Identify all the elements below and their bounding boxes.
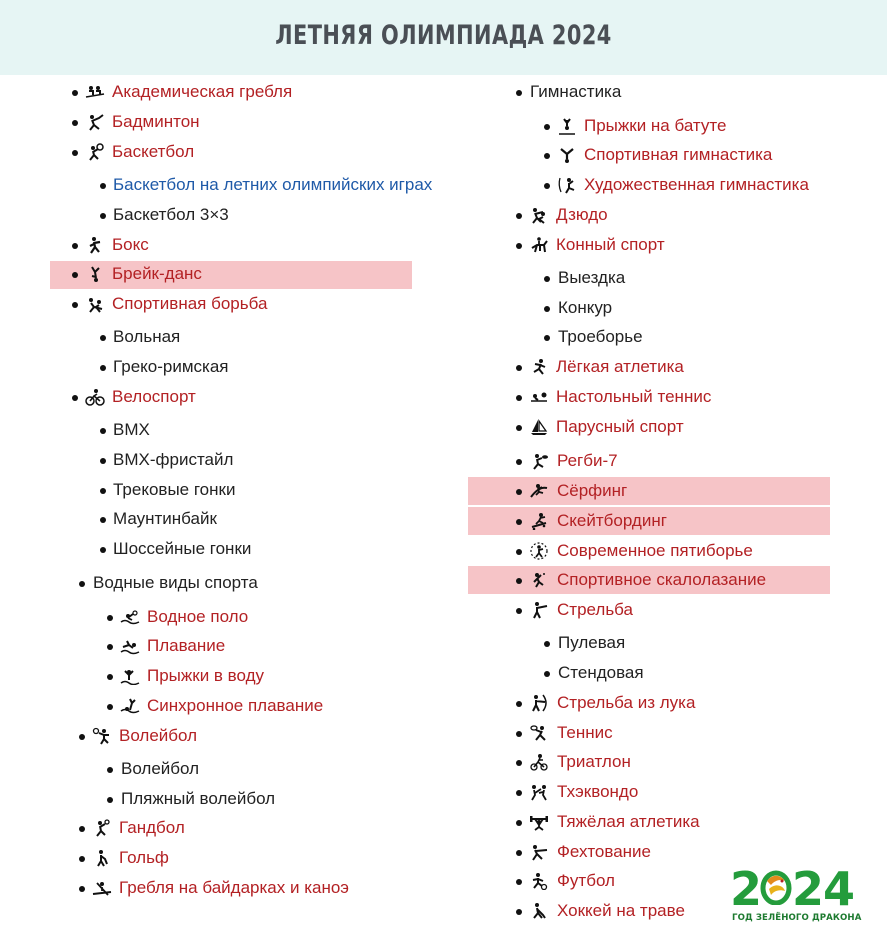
bullet [544, 183, 550, 189]
athletics-icon [529, 358, 549, 376]
skateboarding-icon [529, 512, 549, 530]
list-item[interactable] [516, 539, 887, 563]
list-item[interactable] [516, 203, 887, 227]
sport-link[interactable]: Теннис [557, 723, 613, 742]
bullet [72, 90, 78, 96]
equestrian-icon [529, 236, 549, 254]
bullet [100, 488, 106, 494]
list-item[interactable] [544, 114, 887, 138]
sport-link[interactable]: Дзюдо [556, 205, 608, 224]
list-item [544, 325, 887, 349]
bullet [516, 850, 522, 856]
sport-link[interactable]: Академическая гребля [112, 82, 293, 101]
sport-link[interactable]: Бокс [112, 235, 149, 254]
archery-icon [529, 694, 549, 712]
sport-link[interactable]: Скейтбординг [557, 511, 667, 530]
sport-label: BMX [113, 420, 150, 439]
list-item[interactable] [100, 173, 453, 197]
list-item[interactable] [516, 355, 887, 379]
judo-icon [529, 206, 549, 224]
basketball-icon [85, 143, 105, 161]
list-item [100, 355, 453, 379]
bullet [100, 365, 106, 371]
sport-link[interactable]: Спортивная борьба [112, 294, 268, 313]
bullet [72, 302, 78, 308]
bullet [107, 797, 113, 803]
canoe-icon [92, 879, 112, 897]
fencing-icon [529, 843, 549, 861]
sport-label: Пляжный волейбол [121, 789, 276, 808]
sport-label: Пулевая [558, 633, 626, 652]
bullet [516, 519, 522, 525]
list-item[interactable] [79, 846, 459, 870]
bullet [516, 909, 522, 915]
sport-link[interactable]: Гандбол [119, 818, 185, 837]
bullet [516, 701, 522, 707]
bullet [516, 608, 522, 614]
bullet [100, 547, 106, 553]
volleyball-icon [92, 727, 112, 745]
water-polo-icon [120, 608, 140, 626]
list-item[interactable] [516, 691, 887, 715]
list-item [544, 631, 887, 655]
list-item[interactable] [516, 415, 887, 439]
list-item[interactable] [72, 292, 452, 316]
list-item[interactable] [544, 143, 887, 167]
sport-link[interactable]: Триатлон [557, 752, 631, 771]
sport-link[interactable]: Стрельба из лука [557, 693, 696, 712]
list-item[interactable] [516, 721, 887, 745]
cycling-icon [85, 388, 105, 406]
sport-label: Шоссейные гонки [113, 539, 252, 558]
sport-link[interactable]: Фехтование [557, 842, 651, 861]
sport-link[interactable]: Хоккей на траве [557, 901, 685, 920]
sport-link[interactable]: Волейбол [119, 726, 198, 745]
sport-link[interactable]: Сёрфинг [557, 481, 628, 500]
bullet [100, 335, 106, 341]
sport-link[interactable]: Парусный спорт [556, 417, 684, 436]
swimming-icon [120, 637, 140, 655]
list-item [100, 478, 453, 502]
sailing-icon [529, 418, 549, 436]
bullet [516, 459, 522, 465]
sport-link[interactable]: Спортивное скалолазание [557, 570, 767, 589]
list-item[interactable] [72, 262, 452, 286]
sport-link[interactable]: Футбол [557, 871, 615, 890]
bullet [544, 335, 550, 341]
bullet [516, 549, 522, 555]
weightlifting-icon [529, 813, 549, 831]
list-item[interactable] [516, 479, 887, 503]
list-item [100, 507, 453, 531]
sport-link[interactable]: Брейк-данс [112, 264, 202, 283]
list-item [107, 787, 461, 811]
logo-year: 2 24 [730, 862, 855, 916]
artistic-gymnastics-icon [557, 146, 577, 164]
climbing-icon [529, 571, 549, 589]
golf-icon [92, 849, 112, 867]
list-item[interactable] [516, 385, 887, 409]
list-item [100, 537, 453, 561]
rugby-icon [529, 452, 549, 470]
page-header [0, 0, 887, 75]
sport-link[interactable]: Бадминтон [112, 112, 200, 131]
sport-label: Вольная [113, 327, 181, 346]
bullet [516, 213, 522, 219]
list-item[interactable] [72, 233, 452, 257]
sport-label: Трековые гонки [113, 480, 236, 499]
list-item [107, 757, 461, 781]
pentathlon-icon [529, 542, 549, 560]
bullet [516, 820, 522, 826]
list-item[interactable] [516, 568, 887, 592]
list-item[interactable] [516, 598, 887, 622]
bullet [544, 671, 550, 677]
sport-label: Конкур [558, 298, 613, 317]
bullet [72, 150, 78, 156]
bullet [516, 90, 522, 96]
bullet [100, 517, 106, 523]
list-item [100, 448, 453, 472]
breakdance-icon [85, 265, 105, 283]
football-icon [529, 872, 549, 890]
sport-link[interactable]: Водное поло [147, 607, 249, 626]
bullet [72, 395, 78, 401]
bullet [516, 760, 522, 766]
list-item[interactable] [79, 816, 459, 840]
tennis-icon [529, 724, 549, 742]
field-hockey-icon [529, 902, 549, 920]
list-item[interactable] [516, 840, 887, 864]
list-item[interactable] [72, 385, 452, 409]
shooting-icon [529, 601, 549, 619]
list-item[interactable] [516, 509, 887, 533]
bullet [516, 578, 522, 584]
list-item[interactable] [79, 876, 459, 900]
bullet [107, 615, 113, 621]
sport-label: Водные виды спорта [93, 573, 258, 592]
list-item[interactable] [516, 233, 887, 257]
bullet [544, 641, 550, 647]
sport-link[interactable]: Баскетбол на летних олимпийских играх [113, 175, 433, 194]
bullet [100, 213, 106, 219]
sport-link[interactable]: Настольный теннис [556, 387, 712, 406]
bullet [516, 395, 522, 401]
sport-link[interactable]: Прыжки в воду [147, 666, 265, 685]
bullet [79, 886, 85, 892]
sport-link[interactable]: Баскетбол [112, 142, 195, 161]
diving-icon [120, 667, 140, 685]
bullet [544, 124, 550, 130]
sport-link[interactable]: Гольф [119, 848, 169, 867]
list-item[interactable] [72, 80, 452, 104]
sport-link[interactable]: Плавание [147, 636, 226, 655]
sport-label: Маунтинбайк [113, 509, 217, 528]
taekwondo-icon [529, 783, 549, 801]
bullet [544, 153, 550, 159]
list-item[interactable] [107, 664, 487, 688]
list-item[interactable] [516, 780, 887, 804]
page-title: ЛЕТНЯЯ ОЛИМПИАДА 2024 [275, 20, 612, 51]
list-item[interactable] [107, 634, 487, 658]
bullet [516, 365, 522, 371]
bullet [79, 826, 85, 832]
bullet [516, 790, 522, 796]
rhythmic-gymnastics-icon [557, 176, 577, 194]
bullet [107, 674, 113, 680]
sport-link[interactable]: Лёгкая атлетика [556, 357, 684, 376]
list-item[interactable] [544, 173, 887, 197]
bullet [72, 272, 78, 278]
surfing-icon [529, 482, 549, 500]
sport-label: Стендовая [558, 663, 644, 682]
bullet [100, 428, 106, 434]
list-item[interactable] [72, 140, 452, 164]
bullet [100, 458, 106, 464]
sport-label: Троеборье [558, 327, 643, 346]
bullet [544, 276, 550, 282]
list-item [100, 203, 453, 227]
sport-link[interactable]: Конный спорт [556, 235, 665, 254]
list-item [544, 266, 887, 290]
bullet [107, 704, 113, 710]
list-item [516, 80, 870, 104]
sport-label: Греко-римская [113, 357, 229, 376]
sport-link[interactable]: Современное пятиборье [557, 541, 753, 560]
sport-link[interactable]: Регби-7 [557, 451, 618, 470]
handball-icon [92, 819, 112, 837]
sport-label: Гимнастика [530, 82, 622, 101]
sport-label: Баскетбол 3×3 [113, 205, 229, 224]
list-item[interactable] [79, 724, 459, 748]
list-item[interactable] [107, 605, 487, 629]
bullet [516, 879, 522, 885]
bullet [72, 120, 78, 126]
bullet [516, 425, 522, 431]
bullet [516, 489, 522, 495]
sport-link[interactable]: Прыжки на батуте [584, 116, 727, 135]
triathlon-icon [529, 753, 549, 771]
synchronized-swimming-icon [120, 697, 140, 715]
bullet [107, 767, 113, 773]
bullet [72, 243, 78, 249]
sport-link[interactable]: Велоспорт [112, 387, 196, 406]
rowing-icon [85, 83, 105, 101]
boxing-icon [85, 236, 105, 254]
list-item [100, 418, 453, 442]
sport-link[interactable]: Художественная гимнастика [584, 175, 809, 194]
bullet [79, 856, 85, 862]
list-item[interactable] [72, 110, 452, 134]
wrestling-icon [85, 295, 105, 313]
list-item[interactable] [516, 449, 887, 473]
table-tennis-icon [529, 388, 549, 406]
dragon-icon [759, 867, 793, 905]
bullet [516, 243, 522, 249]
list-item[interactable] [516, 810, 887, 834]
sport-link[interactable]: Синхронное плавание [147, 696, 324, 715]
list-item[interactable] [516, 750, 887, 774]
logo-caption: ГОД ЗЕЛЁНОГО ДРАКОНА [732, 913, 862, 923]
list-item [100, 325, 453, 349]
list-item[interactable] [107, 694, 487, 718]
sport-link[interactable]: Спортивная гимнастика [584, 145, 773, 164]
sport-link[interactable]: Гребля на байдарках и каноэ [119, 878, 349, 897]
bullet [100, 183, 106, 189]
trampoline-icon [557, 117, 577, 135]
dragon-year-logo [730, 862, 870, 928]
sport-link[interactable]: Тяжёлая атлетика [557, 812, 700, 831]
bullet [544, 306, 550, 312]
list-item [544, 296, 887, 320]
list-item [79, 571, 433, 595]
sport-label: Волейбол [121, 759, 200, 778]
sport-label: Выездка [558, 268, 626, 287]
bullet [79, 581, 85, 587]
bullet [79, 734, 85, 740]
sport-link[interactable]: Стрельба [557, 600, 633, 619]
sport-label: BMX-фристайл [113, 450, 234, 469]
badminton-icon [85, 113, 105, 131]
sport-link[interactable]: Тхэквондо [557, 782, 639, 801]
bullet [107, 644, 113, 650]
bullet [516, 731, 522, 737]
list-item [544, 661, 887, 685]
